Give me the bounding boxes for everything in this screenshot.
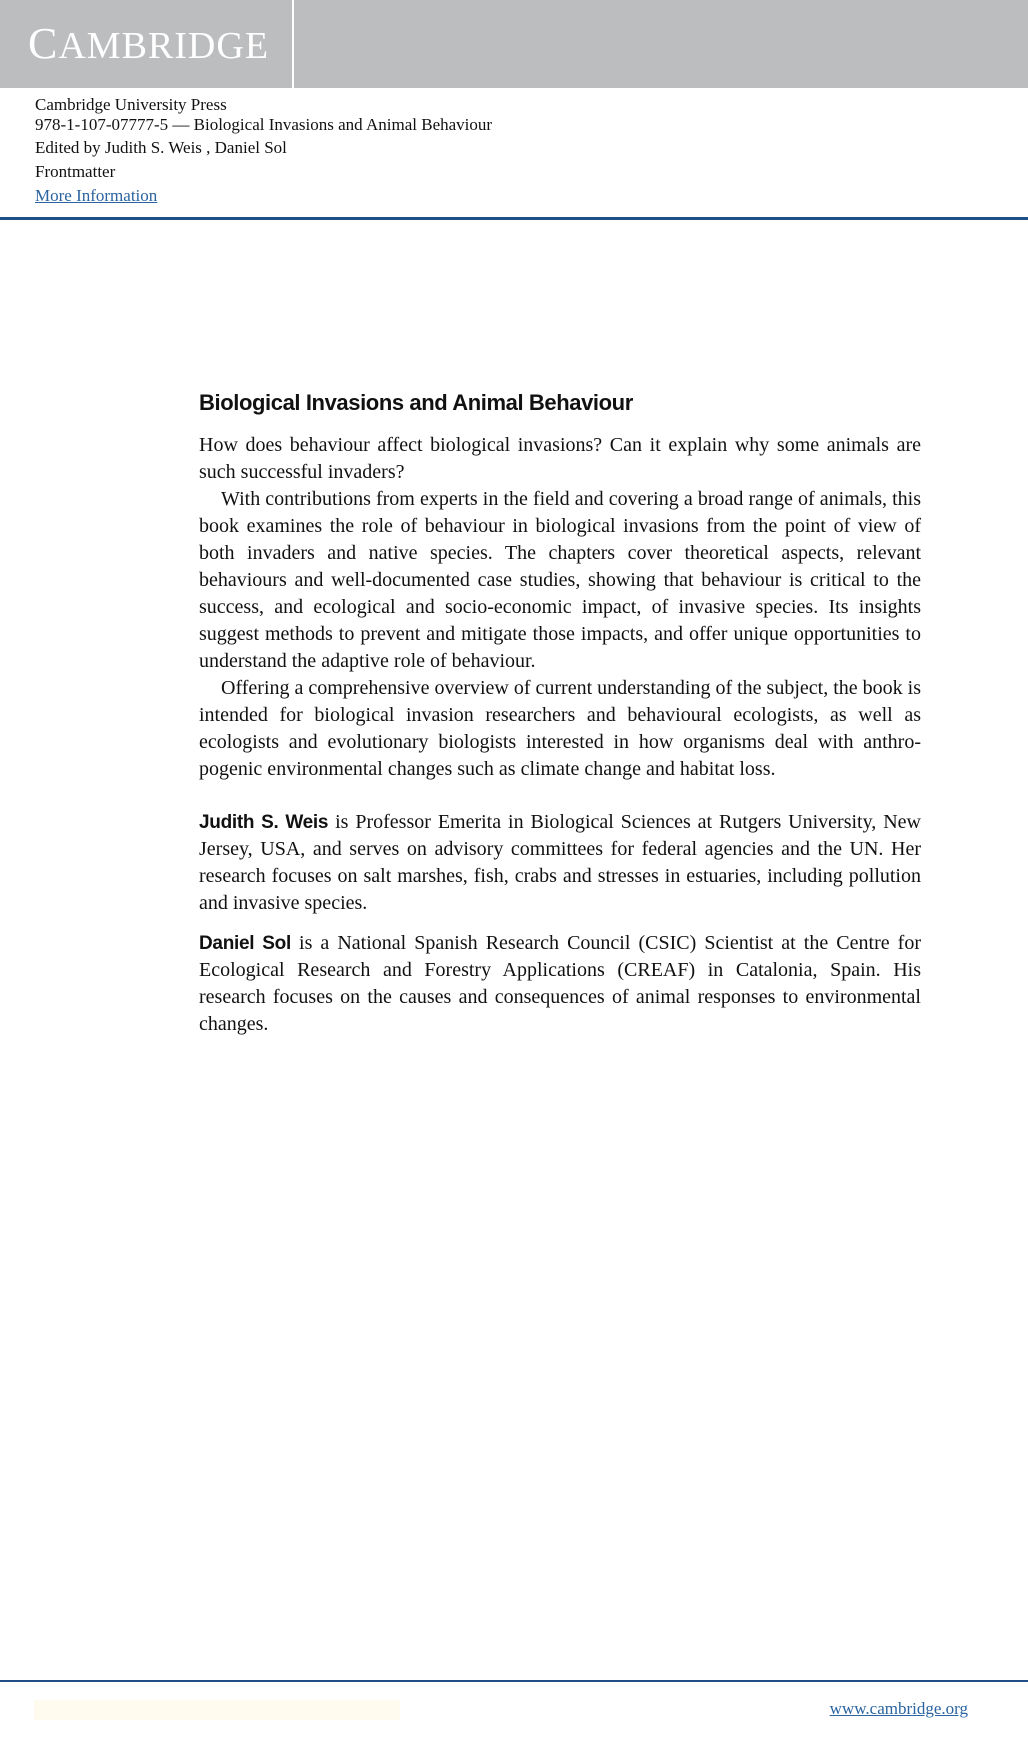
author-name: Judith S. Weis — [199, 812, 329, 833]
section-name: Frontmatter — [35, 162, 116, 181]
main-content — [199, 388, 921, 1038]
footer-divider — [0, 1680, 1028, 1682]
more-information-link[interactable]: More Information — [35, 186, 158, 205]
cambridge-logo — [0, 0, 294, 88]
footer-highlight-bar — [34, 1700, 400, 1720]
logo-wordmark: CAMBRIDGE — [28, 19, 270, 68]
description-paragraph: With contributions from experts in the field and covering a broad range of animals, this book examines the role of behaviour in biological invasions from the point of view of both invaders and native species. The chapters cover theoretical aspects, relevant behaviours and well-documented case studies, showing that behaviour is critical to the success, and ecological and socio-economic impact, of invasive species. Its insights suggest methods to prevent and mitigate those impacts, and offer unique opportunities to understand the adaptive role of behaviour. — [199, 488, 921, 672]
author-bio-text: is a National Spanish Research Council (CSIC) Scientist at the Centre for Ecological Research and Forestry Applications (CREAF) in Catalonia, Spain. His research focuses on the causes and consequences of animal responses to environmental changes. — [199, 932, 922, 1035]
spacer — [199, 917, 921, 930]
isbn-title-line: 978-1-107-07777-5 — Biological Invasions and Animal Behaviour — [35, 115, 493, 134]
publisher-name: Cambridge University Press — [35, 95, 227, 114]
author-bio — [199, 809, 921, 917]
book-metadata — [35, 95, 492, 208]
book-title: Biological Invasions and Animal Behaviour — [199, 390, 633, 415]
website-link[interactable]: www.cambridge.org — [829, 1699, 968, 1718]
author-name: Daniel Sol — [199, 933, 291, 954]
description-paragraph: How does behaviour affect biological invasions? Can it explain why some animals are such successful invaders? — [199, 434, 921, 483]
editors-line: Edited by Judith S. Weis , Daniel Sol — [35, 138, 287, 157]
description-paragraph: Offering a comprehensive overview of current understanding of the subject, the book is intended for biological invasion researchers and behavioural ecologists, as well as ecologists and evolutionary biologists interested in how organisms deal with anthro-pogenic environmental changes such as climate change and habitat loss. — [199, 677, 921, 780]
author-bio-text: is Professor Emerita in Biological Sciences at Rutgers University, New Jersey, USA, and serves on advisory committees for federal agencies and the UN. Her research focuses on salt marshes, fish, crabs and stresses in estuaries, including pollution and invasive species. — [199, 811, 921, 914]
author-bio — [199, 930, 921, 1038]
header-banner — [0, 0, 1028, 88]
spacer — [199, 783, 921, 809]
header-divider — [0, 217, 1028, 220]
